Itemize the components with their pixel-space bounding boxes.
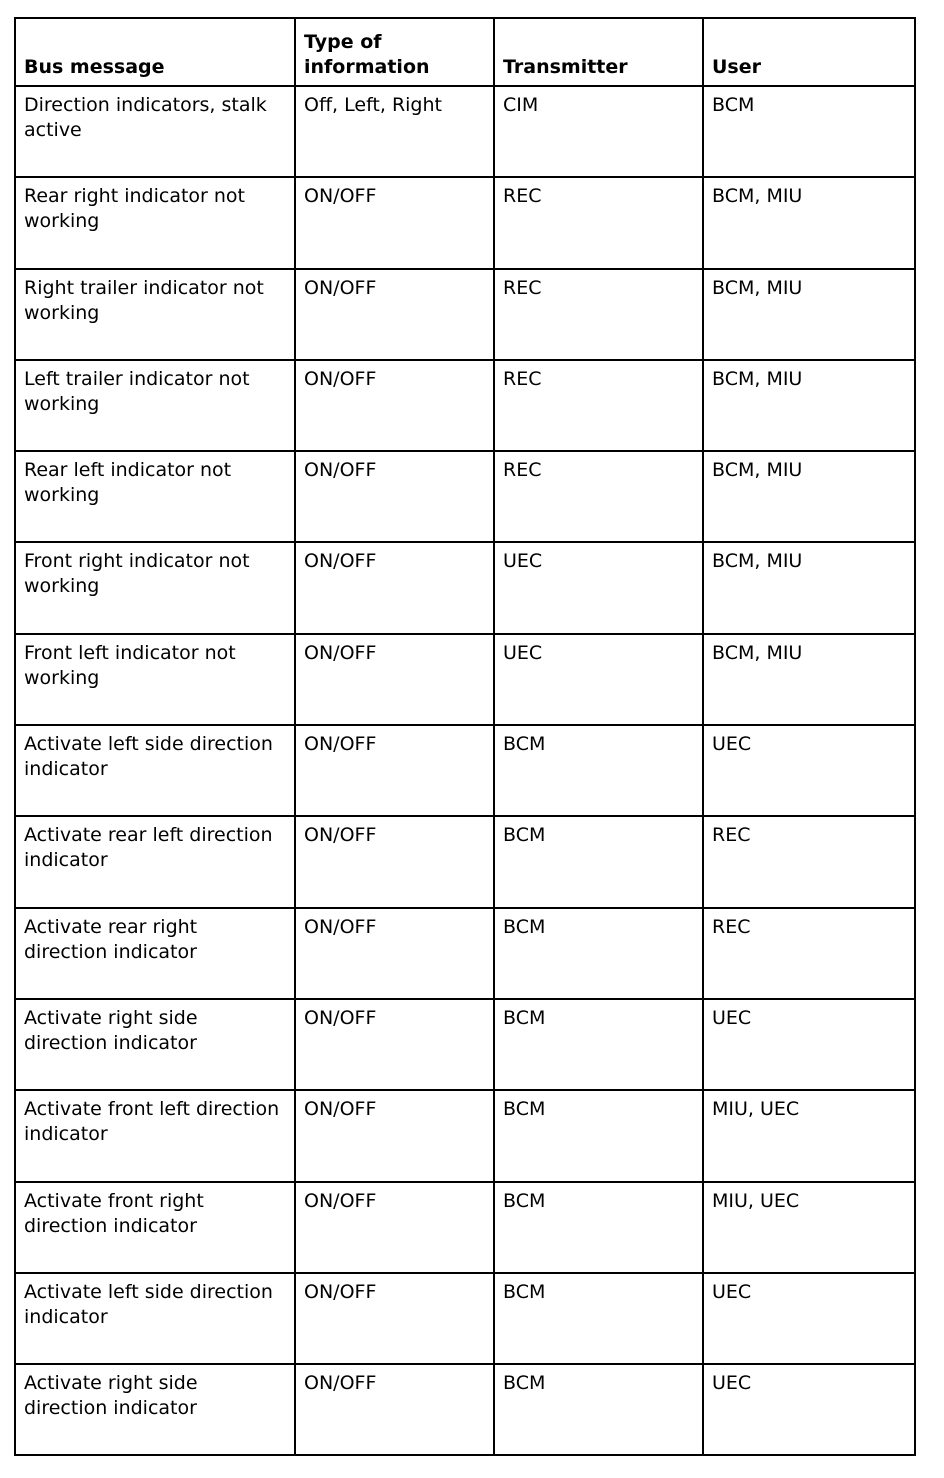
cell-type-of-information: ON/OFF	[295, 451, 494, 542]
cell-transmitter: BCM	[494, 725, 703, 816]
table-row	[15, 725, 915, 816]
cell-user: BCM, MIU	[703, 177, 915, 268]
table-row	[15, 86, 915, 177]
cell-user: UEC	[703, 999, 915, 1090]
table-row	[15, 360, 915, 451]
cell-type-of-information: ON/OFF	[295, 1364, 494, 1455]
cell-type-of-information: ON/OFF	[295, 999, 494, 1090]
cell-type-of-information: ON/OFF	[295, 360, 494, 451]
cell-user: BCM, MIU	[703, 634, 915, 725]
cell-bus-message: Activate front right direction indicator	[15, 1182, 295, 1273]
cell-user: BCM, MIU	[703, 451, 915, 542]
cell-bus-message: Right trailer indicator not working	[15, 269, 295, 360]
cell-user: BCM, MIU	[703, 269, 915, 360]
cell-bus-message: Activate left side direction indicator	[15, 725, 295, 816]
cell-type-of-information: ON/OFF	[295, 1182, 494, 1273]
cell-type-of-information: Off, Left, Right	[295, 86, 494, 177]
cell-user: UEC	[703, 1273, 915, 1364]
table-row	[15, 999, 915, 1090]
cell-type-of-information: ON/OFF	[295, 908, 494, 999]
cell-bus-message: Activate right side direction indicator	[15, 999, 295, 1090]
cell-bus-message: Front right indicator not working	[15, 542, 295, 633]
cell-transmitter: REC	[494, 360, 703, 451]
cell-transmitter: REC	[494, 269, 703, 360]
cell-user: BCM, MIU	[703, 542, 915, 633]
cell-user: MIU, UEC	[703, 1182, 915, 1273]
cell-bus-message: Direction indicators, stalk active	[15, 86, 295, 177]
cell-bus-message: Activate right side direction indicator	[15, 1364, 295, 1455]
cell-transmitter: UEC	[494, 542, 703, 633]
column-header-bus-message: Bus message	[15, 18, 295, 86]
cell-transmitter: REC	[494, 177, 703, 268]
cell-type-of-information: ON/OFF	[295, 1090, 494, 1181]
cell-bus-message: Activate front left direction indicator	[15, 1090, 295, 1181]
cell-type-of-information: ON/OFF	[295, 269, 494, 360]
cell-transmitter: BCM	[494, 816, 703, 907]
cell-user: UEC	[703, 1364, 915, 1455]
cell-type-of-information: ON/OFF	[295, 542, 494, 633]
cell-user: REC	[703, 816, 915, 907]
cell-transmitter: CIM	[494, 86, 703, 177]
table-row	[15, 1364, 915, 1455]
cell-type-of-information: ON/OFF	[295, 1273, 494, 1364]
cell-user: REC	[703, 908, 915, 999]
table-row	[15, 1273, 915, 1364]
cell-type-of-information: ON/OFF	[295, 634, 494, 725]
table-row	[15, 451, 915, 542]
cell-transmitter: BCM	[494, 999, 703, 1090]
cell-user: UEC	[703, 725, 915, 816]
table-row	[15, 269, 915, 360]
table-row	[15, 1182, 915, 1273]
cell-type-of-information: ON/OFF	[295, 816, 494, 907]
table-row	[15, 816, 915, 907]
cell-bus-message: Activate left side direction indicator	[15, 1273, 295, 1364]
cell-transmitter: UEC	[494, 634, 703, 725]
cell-transmitter: BCM	[494, 1364, 703, 1455]
cell-user: MIU, UEC	[703, 1090, 915, 1181]
cell-bus-message: Left trailer indicator not working	[15, 360, 295, 451]
cell-user: BCM	[703, 86, 915, 177]
column-header-user: User	[703, 18, 915, 86]
table-row	[15, 177, 915, 268]
cell-transmitter: REC	[494, 451, 703, 542]
table-row	[15, 908, 915, 999]
table-header-row	[15, 18, 915, 86]
cell-user: BCM, MIU	[703, 360, 915, 451]
table-row	[15, 542, 915, 633]
cell-transmitter: BCM	[494, 1182, 703, 1273]
table-body	[15, 86, 915, 1455]
table-row	[15, 634, 915, 725]
cell-transmitter: BCM	[494, 908, 703, 999]
cell-bus-message: Activate rear right direction indicator	[15, 908, 295, 999]
cell-type-of-information: ON/OFF	[295, 725, 494, 816]
bus-message-table	[14, 17, 916, 1456]
table-row	[15, 1090, 915, 1181]
cell-bus-message: Rear left indicator not working	[15, 451, 295, 542]
cell-type-of-information: ON/OFF	[295, 177, 494, 268]
cell-transmitter: BCM	[494, 1273, 703, 1364]
cell-bus-message: Front left indicator not working	[15, 634, 295, 725]
column-header-type-of-information: Type of information	[295, 18, 494, 86]
cell-bus-message: Activate rear left direction indicator	[15, 816, 295, 907]
cell-transmitter: BCM	[494, 1090, 703, 1181]
bus-message-table-container	[14, 17, 914, 1456]
cell-bus-message: Rear right indicator not working	[15, 177, 295, 268]
column-header-transmitter: Transmitter	[494, 18, 703, 86]
